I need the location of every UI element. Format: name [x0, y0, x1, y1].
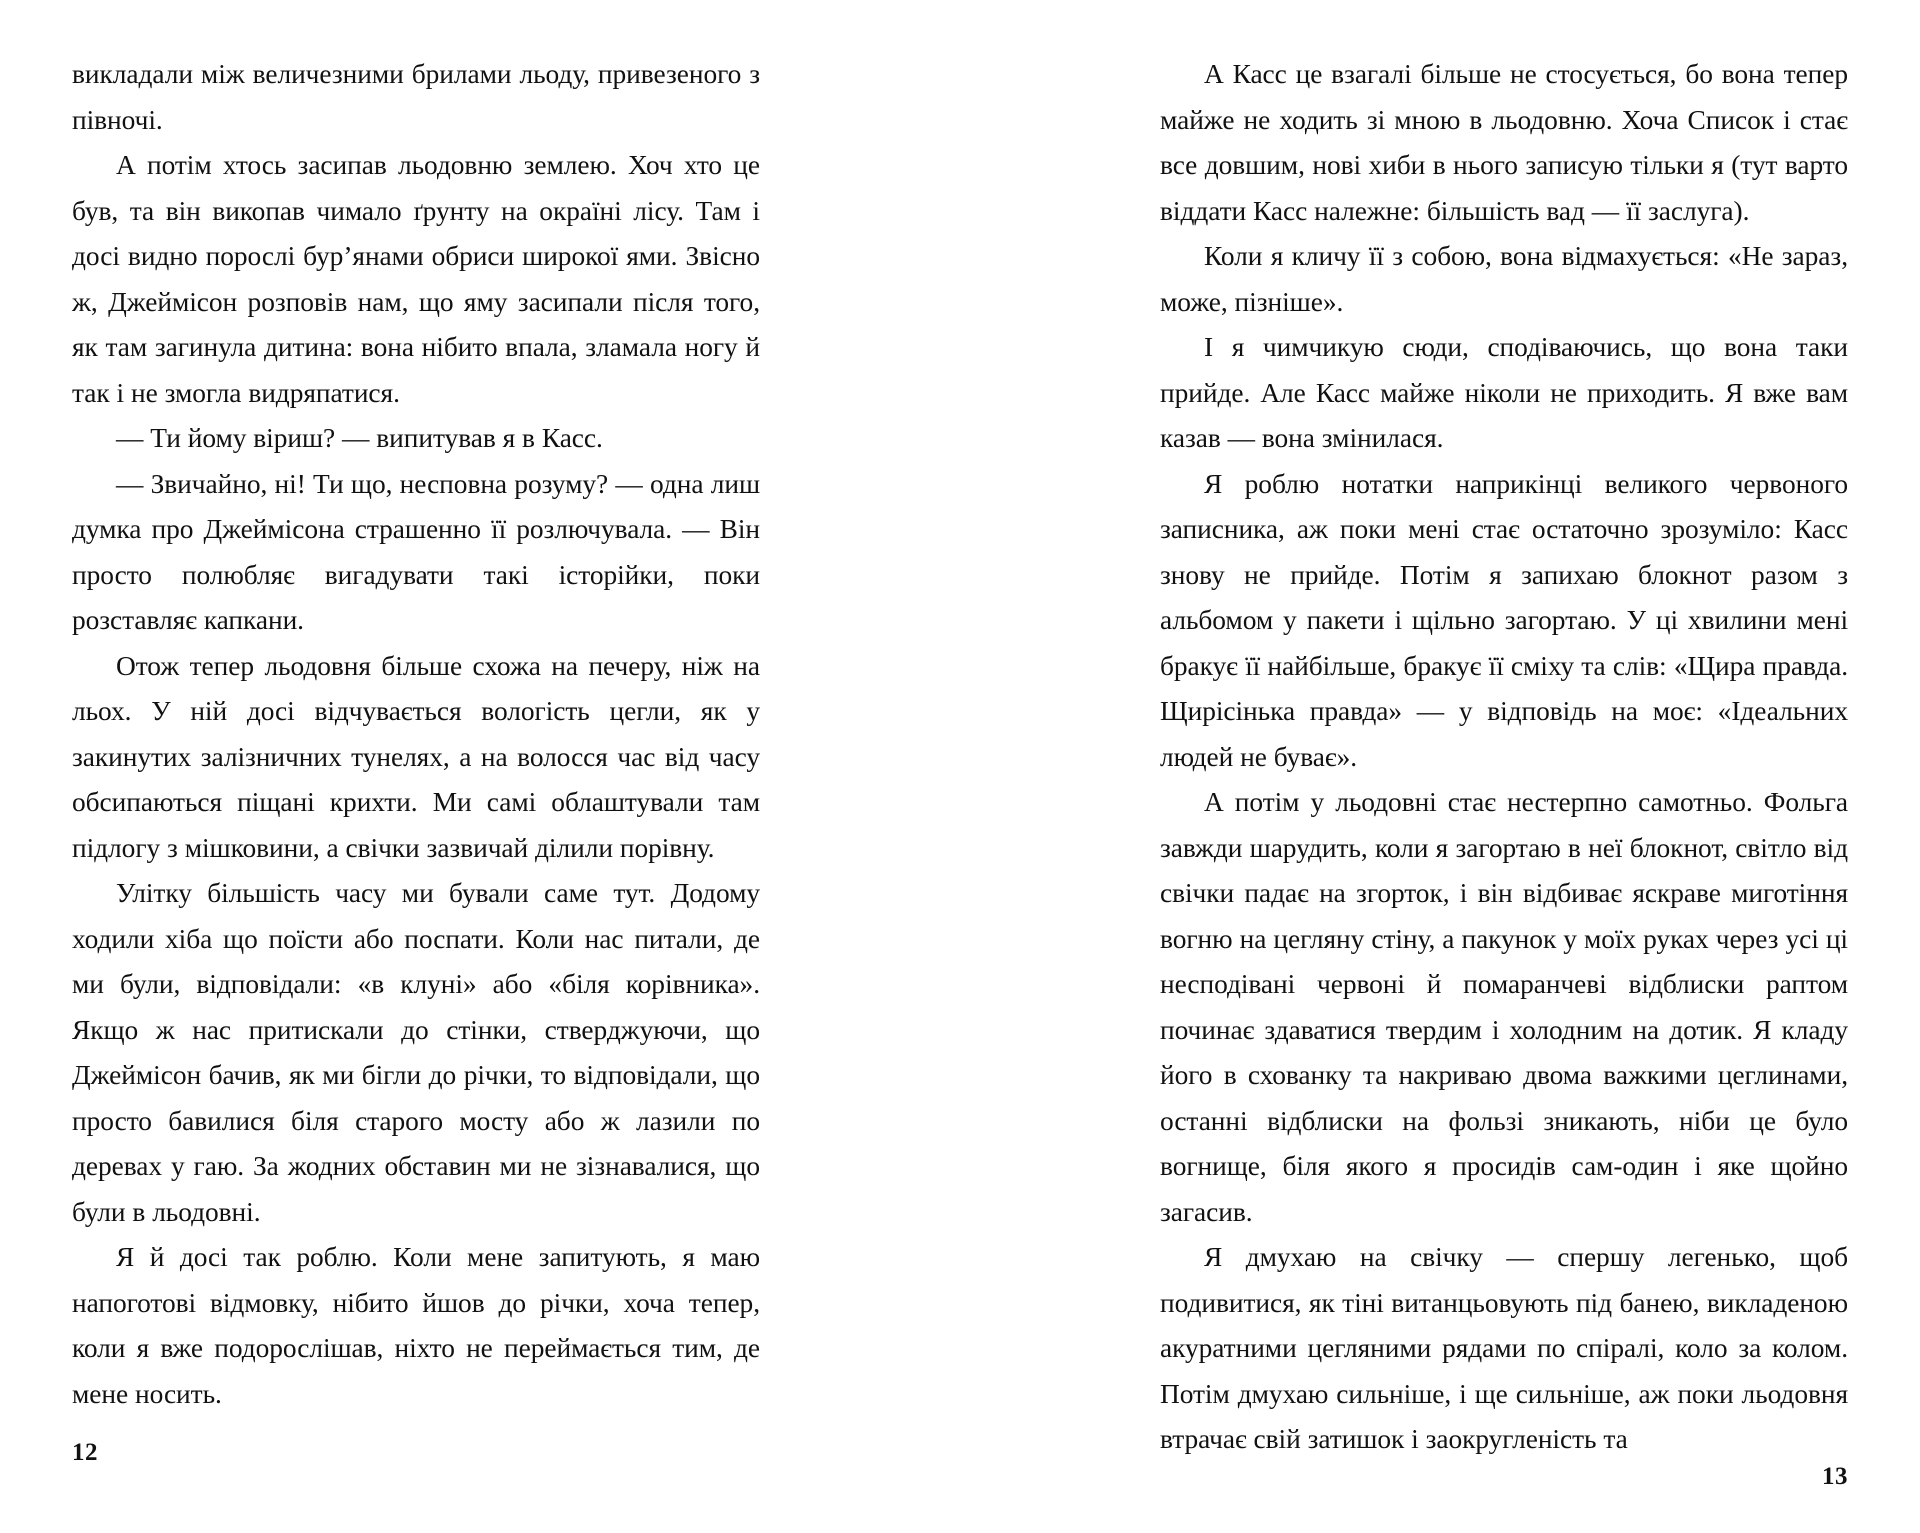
left-page-text-body: [72, 52, 760, 1439]
paragraph: Я й досі так роблю. Коли мене запитують, я маю напоготові відмовку, нібито йшов до річки, хоча тепер, коли я вже подорослішав, ніхто не переймається тим, де мене носить.: [72, 1242, 760, 1409]
paragraph: викладали між величезними брилами льоду, привезеного з півночі.: [72, 59, 760, 135]
paragraph: — Ти йому віриш? — випитував я в Касс.: [116, 423, 603, 453]
paragraph: Улітку більшість часу ми бували саме тут. Додому ходили хіба що поїсти або поспати. Коли нас питали, де ми були, відповідали: «в клуні» або «біля корівника». Якщо ж нас притискали до стінки, стверджуючи, що Джеймісон бачив, як ми бігли до річки, то відповідали, що просто бавилися біля старого мосту або ж лазили по деревах у гаю. За жодних обставин ми не зізнавалися, що були в льодовні.: [72, 878, 760, 1227]
right-page-text-body: [1160, 52, 1848, 1463]
page-gutter: [924, 0, 996, 1509]
paragraph: А потім у льодовні стає нестерпно самотньо. Фольга завжди шарудить, коли я загортаю в неї блокнот, світло від свічки падає на згорток, і він відбиває яскраве миготіння вогню на цегляну стіну, а пакунок у моїх руках через усі ці несподівані червоні й помаранчеві відблиски раптом починає здаватися твердим і холодним на дотик. Я кладу його в схованку та накриваю двома важкими цеглинами, останні відблиски на фользі зникають, ніби це було вогнище, біля якого я просидів сам-один і яке щойно загасив.: [1160, 787, 1848, 1227]
paragraph: Отож тепер льодовня більше схожа на печеру, ніж на льох. У ній досі відчувається вологість цегли, як у закинутих залізничних тунелях, а на волосся час від часу обсипаються піщані крихти. Ми самі облаштували там підлогу з мішковини, а свічки зазвичай ділили порівну.: [72, 650, 760, 863]
paragraph: — Звичайно, ні! Ти що, несповна розуму? — одна лиш думка про Джеймісона страшенно її розлючувала. — Він просто полюбляє вигадувати такі історійки, поки розставляє капкани.: [72, 468, 760, 635]
paragraph: Коли я кличу її з собою, вона відмахується: «Не зараз, може, пізніше».: [1160, 241, 1848, 317]
paragraph: І я чимчикую сюди, сподіваючись, що вона таки прийде. Але Касс майже ніколи не приходить. Я вже вам казав — вона змінилася.: [1160, 332, 1848, 453]
left-page: [0, 0, 760, 1509]
paragraph: А потім хтось засипав льодовню землею. Хоч хто це був, та він викопав чимало ґрунту на окраїні лісу. Там і досі видно порослі бур’янами обриси широкої ями. Звісно ж, Джеймісон розповів нам, що яму засипали після того, як там загинула дитина: вона нібито впала, зламала ногу й так і не змогла видряпатися.: [72, 150, 760, 408]
page-number-right: 13: [1822, 1462, 1848, 1490]
paragraph: Я роблю нотатки наприкінці великого червоного записника, аж поки мені стає остаточно зрозуміло: Касс знову не прийде. Потім я запихаю блокнот разом з альбомом у пакети і щільно загортаю. У ці хвилини мені бракує її найбільше, бракує її сміху та слів: «Щира правда. Щирісінька правда» — у відповідь на моє: «Ідеальних людей не буває».: [1160, 468, 1848, 772]
paragraph: Я дмухаю на свічку — спершу легенько, щоб подивитися, як тіні витанцьовують під банею, викладеною акуратними цегляними рядами по спіралі, коло за колом. Потім дмухаю сильніше, і ще сильніше, аж поки льодовня втрачає свій затишок і заокругленість та: [1160, 1242, 1848, 1454]
page-number-left: 12: [72, 1439, 98, 1466]
right-page: [1160, 0, 1920, 1509]
paragraph: А Касс це взагалі більше не стосується, бо вона тепер майже не ходить зі мною в льодовню. Хоча Список і стає все довшим, нові хиби в нього записую тільки я (тут варто віддати Касс належне: більшість вад — її заслуга).: [1160, 59, 1848, 226]
